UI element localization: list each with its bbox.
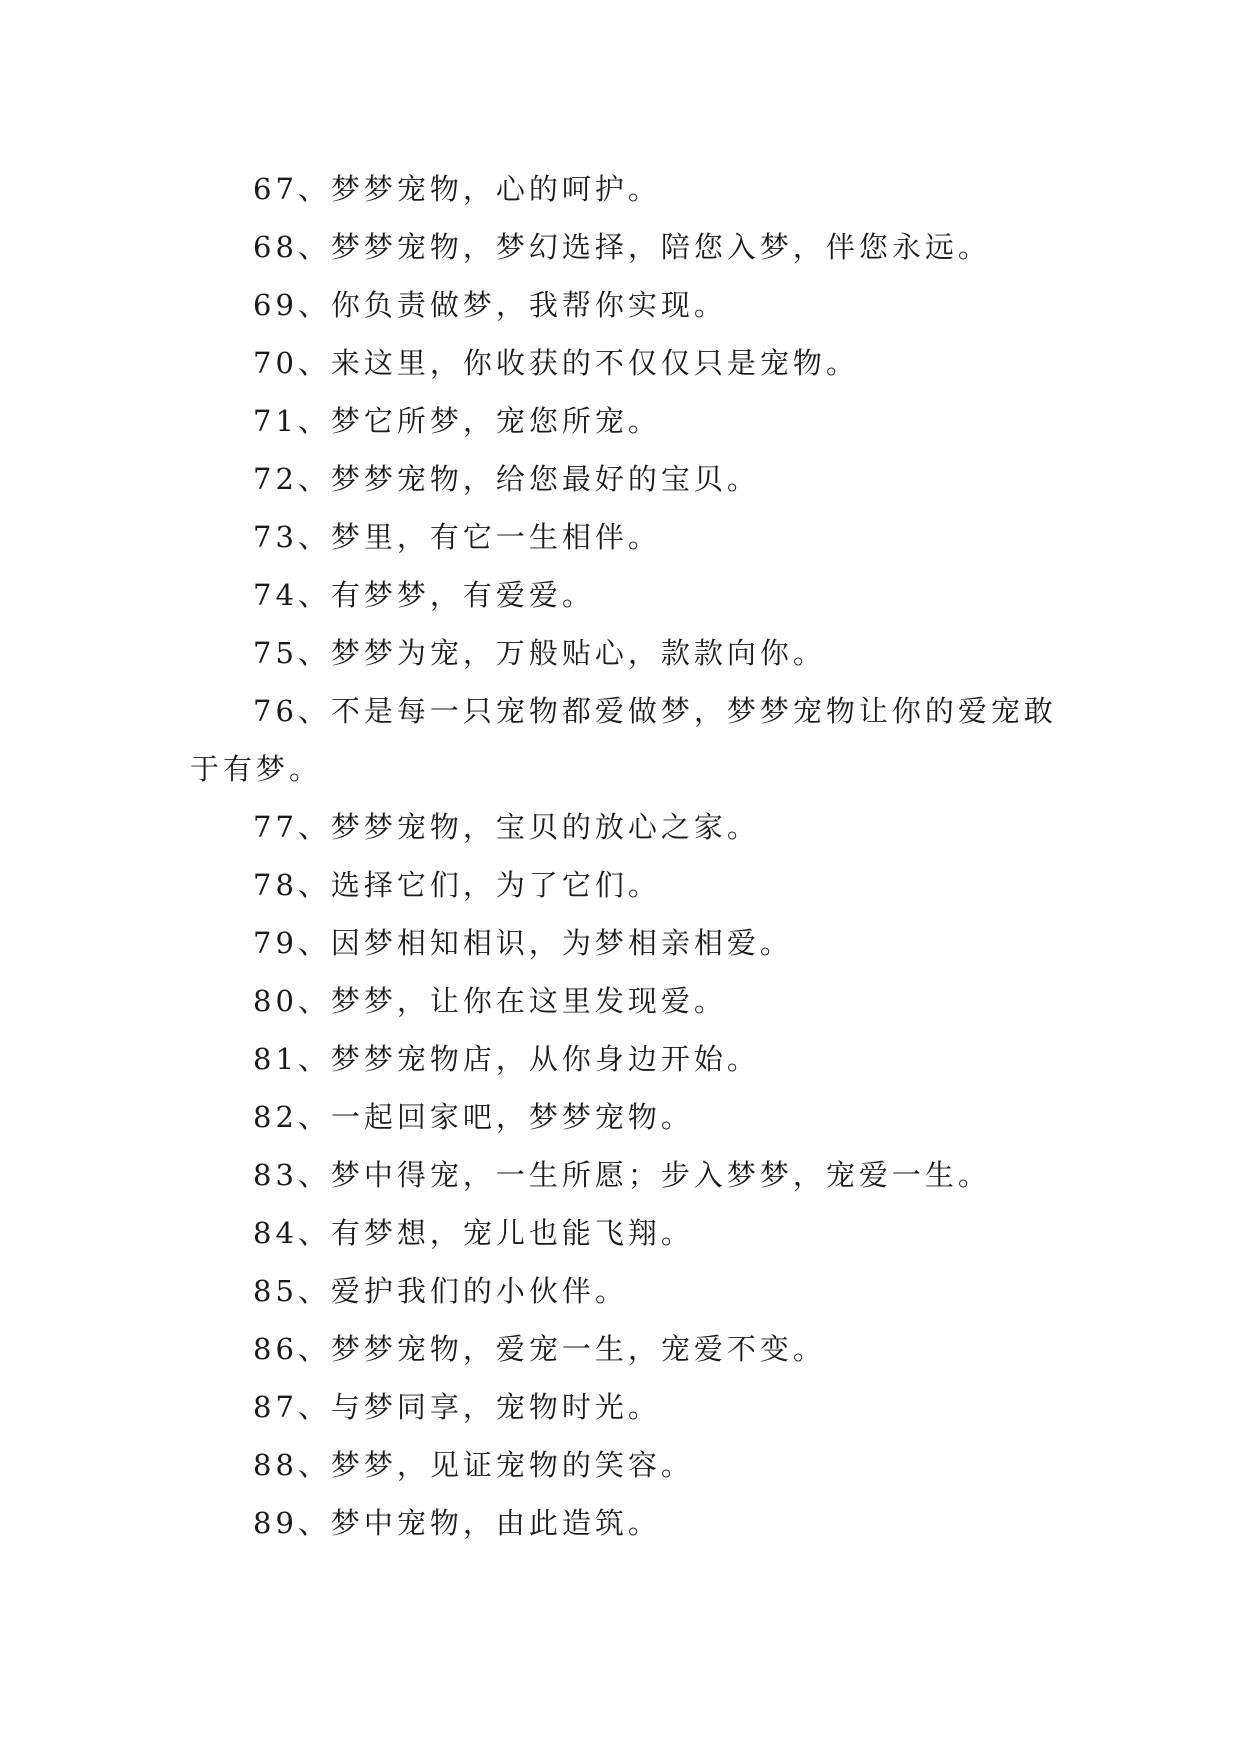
text-line-69: 69、你负责做梦，我帮你实现。 [253, 288, 727, 322]
text-line-82: 82、一起回家吧，梦梦宠物。 [253, 1100, 694, 1134]
text-line-67: 67、梦梦宠物，心的呵护。 [253, 172, 661, 206]
text-line-87: 87、与梦同享，宠物时光。 [253, 1390, 661, 1424]
text-line-83: 83、梦中得宠，一生所愿；步入梦梦，宠爱一生。 [253, 1158, 991, 1192]
text-line-77: 77、梦梦宠物，宝贝的放心之家。 [253, 810, 760, 844]
text-line-89: 89、梦中宠物，由此造筑。 [253, 1506, 661, 1540]
text-line-71: 71、梦它所梦，宠您所宠。 [253, 404, 661, 438]
text-line-84: 84、有梦想，宠儿也能飞翔。 [253, 1216, 694, 1250]
text-line-86: 86、梦梦宠物，爱宠一生，宠爱不变。 [253, 1332, 826, 1366]
text-line-70: 70、来这里，你收获的不仅仅只是宠物。 [253, 346, 859, 380]
text-line-68: 68、梦梦宠物，梦幻选择，陪您入梦，伴您永远。 [253, 230, 991, 264]
text-line-72: 72、梦梦宠物，给您最好的宝贝。 [253, 462, 760, 496]
text-line-76-continued: 于有梦。 [190, 752, 323, 786]
text-line-76: 76、不是每一只宠物都爱做梦，梦梦宠物让你的爱宠敢 [253, 694, 1057, 728]
text-line-74: 74、有梦梦，有爱爱。 [253, 578, 595, 612]
text-line-75: 75、梦梦为宠，万般贴心，款款向你。 [253, 636, 826, 670]
text-line-79: 79、因梦相知相识，为梦相亲相爱。 [253, 926, 793, 960]
text-line-81: 81、梦梦宠物店，从你身边开始。 [253, 1042, 760, 1076]
text-line-80: 80、梦梦，让你在这里发现爱。 [253, 984, 727, 1018]
document-body [190, 160, 1060, 1552]
text-line-78: 78、选择它们，为了它们。 [253, 868, 661, 902]
text-line-73: 73、梦里，有它一生相伴。 [253, 520, 661, 554]
text-line-85: 85、爱护我们的小伙伴。 [253, 1274, 628, 1308]
text-line-88: 88、梦梦，见证宠物的笑容。 [253, 1448, 694, 1482]
